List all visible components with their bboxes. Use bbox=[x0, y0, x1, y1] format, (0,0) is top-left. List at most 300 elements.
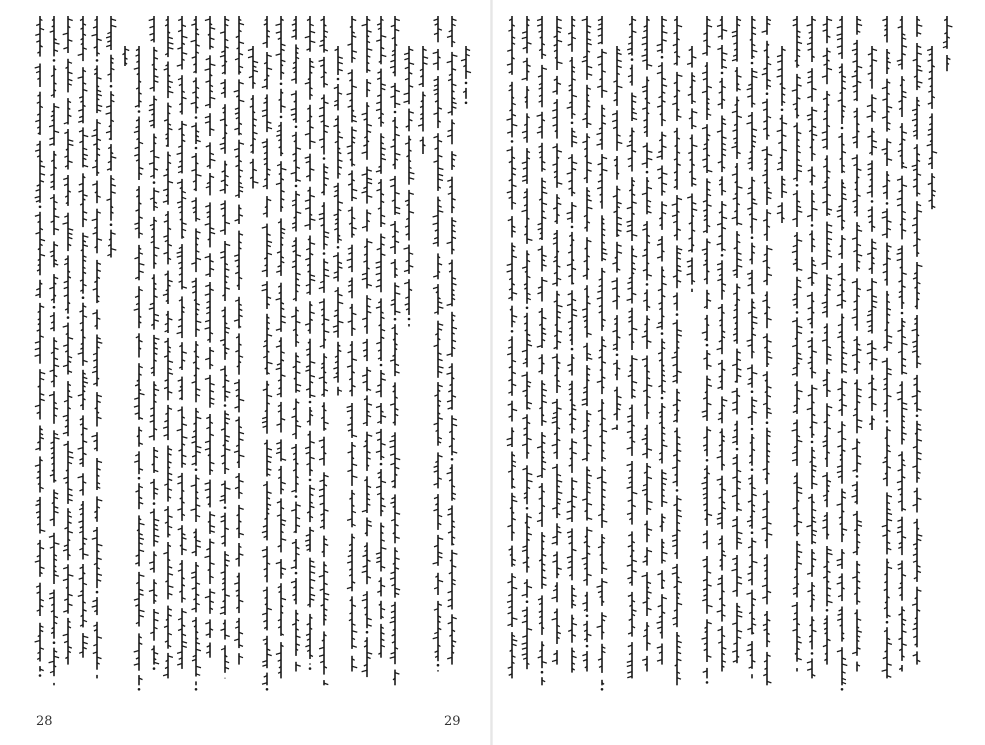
punctuation-mark bbox=[706, 681, 709, 684]
glyph-mark bbox=[432, 223, 437, 225]
punctuation-mark bbox=[323, 157, 326, 160]
left-text-column bbox=[176, 16, 188, 706]
punctuation-mark bbox=[195, 468, 198, 471]
punctuation-mark bbox=[280, 116, 283, 119]
left-text-column bbox=[91, 16, 103, 706]
right-page bbox=[492, 0, 985, 745]
punctuation-mark bbox=[601, 688, 604, 691]
punctuation-mark bbox=[571, 348, 574, 351]
punctuation-mark bbox=[796, 311, 799, 314]
punctuation-mark bbox=[223, 404, 226, 407]
left-text-column bbox=[247, 16, 259, 706]
glyph-mark bbox=[438, 307, 443, 309]
glyph-mark bbox=[191, 40, 196, 42]
right-column-glyphs bbox=[536, 16, 548, 706]
glyph-mark bbox=[139, 610, 145, 612]
glyph-mark bbox=[567, 518, 572, 520]
left-text-column bbox=[361, 16, 373, 706]
right-text-column bbox=[791, 16, 803, 706]
left-column-glyphs bbox=[460, 16, 472, 706]
glyph-mark bbox=[446, 242, 451, 244]
left-text-column bbox=[219, 16, 231, 706]
glyph-mark bbox=[647, 151, 652, 153]
left-text-column bbox=[290, 16, 302, 706]
glyph-mark bbox=[196, 446, 201, 448]
right-column-glyphs bbox=[731, 16, 743, 706]
left-column-glyphs bbox=[91, 16, 103, 706]
punctuation-mark bbox=[436, 664, 439, 667]
glyph-mark bbox=[732, 146, 738, 148]
glyph-mark bbox=[732, 569, 738, 571]
glyph-mark bbox=[239, 455, 244, 457]
right-text-column bbox=[806, 16, 818, 706]
glyph-mark bbox=[77, 476, 82, 478]
right-column-glyphs bbox=[506, 16, 518, 706]
glyph-mark bbox=[527, 239, 532, 241]
left-column-glyphs bbox=[432, 16, 444, 706]
punctuation-mark bbox=[266, 688, 269, 691]
punctuation-mark bbox=[39, 206, 42, 209]
glyph-mark bbox=[54, 438, 60, 440]
left-column-glyphs bbox=[176, 16, 188, 706]
glyph-mark bbox=[537, 115, 542, 117]
punctuation-mark bbox=[394, 111, 397, 114]
punctuation-mark bbox=[465, 102, 468, 105]
glyph-mark bbox=[182, 437, 187, 439]
glyph-mark bbox=[777, 76, 782, 78]
glyph-mark bbox=[225, 449, 230, 451]
punctuation-mark bbox=[294, 126, 297, 129]
glyph-mark bbox=[662, 552, 667, 554]
glyph-mark bbox=[210, 159, 215, 161]
punctuation-mark bbox=[661, 397, 664, 400]
glyph-mark bbox=[452, 553, 457, 555]
glyph-mark bbox=[627, 487, 632, 489]
glyph-mark bbox=[253, 182, 258, 184]
left-column-glyphs bbox=[247, 16, 259, 706]
glyph-mark bbox=[587, 530, 592, 532]
punctuation-mark bbox=[337, 246, 340, 249]
left-text-column bbox=[148, 16, 160, 706]
right-column-glyphs bbox=[596, 16, 608, 706]
glyph-mark bbox=[657, 326, 663, 328]
glyph-mark bbox=[361, 24, 366, 26]
punctuation-mark bbox=[110, 85, 113, 88]
left-text-column bbox=[318, 16, 330, 706]
punctuation-mark bbox=[294, 572, 297, 575]
left-column-glyphs bbox=[204, 16, 216, 706]
glyph-mark bbox=[361, 113, 366, 115]
left-column-glyphs bbox=[417, 16, 429, 706]
glyph-mark bbox=[63, 223, 69, 225]
left-text-column bbox=[204, 16, 216, 706]
punctuation-mark bbox=[308, 401, 311, 404]
right-text-column bbox=[566, 16, 578, 706]
punctuation-mark bbox=[721, 72, 724, 75]
right-column-glyphs bbox=[701, 16, 713, 706]
glyph-mark bbox=[627, 464, 632, 466]
glyph-mark bbox=[395, 311, 400, 313]
glyph-mark bbox=[404, 93, 409, 95]
glyph-mark bbox=[276, 24, 282, 26]
right-text-column bbox=[521, 16, 533, 706]
glyph-mark bbox=[662, 173, 667, 175]
punctuation-mark bbox=[571, 226, 574, 229]
punctuation-mark bbox=[53, 641, 56, 644]
punctuation-mark bbox=[751, 428, 754, 431]
glyph-mark bbox=[527, 480, 533, 482]
glyph-mark bbox=[381, 548, 386, 550]
glyph-mark bbox=[281, 168, 286, 170]
glyph-mark bbox=[602, 253, 607, 255]
left-column-glyphs bbox=[318, 16, 330, 706]
glyph-mark bbox=[432, 562, 437, 564]
glyph-mark bbox=[361, 152, 366, 154]
glyph-mark bbox=[812, 422, 817, 424]
glyph-mark bbox=[446, 354, 451, 356]
left-column-glyphs bbox=[332, 16, 344, 706]
punctuation-mark bbox=[223, 506, 226, 509]
glyph-mark bbox=[205, 69, 210, 71]
glyph-mark bbox=[205, 483, 210, 485]
glyph-mark bbox=[68, 575, 73, 577]
left-column-glyphs bbox=[162, 16, 174, 706]
punctuation-mark bbox=[39, 674, 42, 677]
glyph-mark bbox=[507, 149, 512, 151]
glyph-mark bbox=[390, 440, 396, 442]
glyph-mark bbox=[139, 523, 145, 525]
glyph-mark bbox=[210, 64, 215, 66]
punctuation-mark bbox=[676, 489, 679, 492]
left-text-column bbox=[105, 16, 117, 706]
glyph-mark bbox=[507, 271, 512, 273]
punctuation-mark bbox=[365, 631, 368, 634]
glyph-mark bbox=[225, 488, 231, 490]
glyph-mark bbox=[552, 618, 557, 620]
glyph-mark bbox=[762, 31, 767, 33]
right-text-column bbox=[761, 16, 773, 706]
glyph-mark bbox=[91, 135, 97, 137]
glyph-mark bbox=[762, 528, 767, 530]
left-column-glyphs bbox=[275, 16, 287, 706]
punctuation-mark bbox=[394, 318, 397, 321]
punctuation-mark bbox=[511, 330, 514, 333]
punctuation-mark bbox=[526, 507, 529, 510]
punctuation-mark bbox=[53, 306, 56, 309]
glyph-mark bbox=[812, 208, 818, 210]
glyph-mark bbox=[807, 24, 812, 26]
punctuation-mark bbox=[766, 421, 769, 424]
right-column-glyphs bbox=[611, 16, 623, 706]
glyph-mark bbox=[177, 252, 182, 254]
glyph-mark bbox=[446, 472, 451, 474]
glyph-mark bbox=[557, 62, 563, 64]
left-column-glyphs bbox=[403, 16, 415, 706]
glyph-mark bbox=[747, 340, 752, 342]
glyph-mark bbox=[262, 289, 267, 291]
left-text-column bbox=[332, 16, 344, 706]
punctuation-mark bbox=[294, 495, 297, 498]
glyph-mark bbox=[177, 332, 182, 334]
glyph-mark bbox=[177, 153, 182, 155]
glyph-mark bbox=[77, 448, 82, 450]
punctuation-mark bbox=[751, 468, 754, 471]
punctuation-mark bbox=[138, 110, 141, 113]
left-text-column bbox=[48, 16, 60, 706]
glyph-mark bbox=[54, 543, 59, 545]
punctuation-mark bbox=[616, 354, 619, 357]
glyph-mark bbox=[191, 509, 197, 511]
glyph-mark bbox=[404, 248, 410, 250]
right-text-column bbox=[581, 16, 593, 706]
glyph-mark bbox=[507, 119, 513, 121]
left-column-glyphs bbox=[133, 16, 145, 706]
right-text-column bbox=[641, 16, 653, 706]
glyph-mark bbox=[522, 78, 527, 80]
glyph-mark bbox=[139, 393, 145, 395]
right-text-column bbox=[686, 16, 698, 706]
glyph-mark bbox=[205, 328, 210, 330]
punctuation-mark bbox=[67, 316, 70, 319]
glyph-mark bbox=[390, 446, 395, 448]
glyph-mark bbox=[752, 71, 757, 73]
punctuation-mark bbox=[195, 688, 198, 691]
left-text-column bbox=[304, 16, 316, 706]
glyph-mark bbox=[49, 661, 54, 663]
right-text-column bbox=[626, 16, 638, 706]
glyph-mark bbox=[662, 445, 667, 447]
right-column-glyphs bbox=[656, 16, 668, 706]
punctuation-mark bbox=[195, 116, 198, 119]
left-text-column bbox=[190, 16, 202, 706]
punctuation-mark bbox=[511, 140, 514, 143]
punctuation-mark bbox=[676, 313, 679, 316]
left-text-column bbox=[233, 16, 245, 706]
glyph-mark bbox=[602, 169, 607, 171]
glyph-mark bbox=[807, 525, 813, 527]
left-text-column bbox=[162, 16, 174, 706]
glyph-mark bbox=[68, 144, 73, 146]
glyph-mark bbox=[452, 55, 457, 57]
left-column-glyphs bbox=[34, 16, 46, 706]
glyph-mark bbox=[310, 141, 316, 143]
glyph-mark bbox=[54, 43, 60, 45]
right-column-glyphs bbox=[746, 16, 758, 706]
glyph-mark bbox=[68, 457, 74, 459]
glyph-mark bbox=[111, 25, 116, 27]
left-column-glyphs bbox=[389, 16, 401, 706]
glyph-mark bbox=[737, 532, 742, 534]
glyph-mark bbox=[409, 172, 414, 174]
left-text-column bbox=[432, 16, 444, 706]
punctuation-mark bbox=[781, 109, 784, 112]
glyph-mark bbox=[139, 264, 144, 266]
right-column-glyphs bbox=[761, 16, 773, 706]
glyph-mark bbox=[438, 168, 443, 170]
glyph-mark bbox=[642, 575, 647, 577]
left-column-glyphs bbox=[119, 16, 131, 706]
glyph-mark bbox=[692, 145, 697, 147]
left-text-column bbox=[62, 16, 74, 706]
glyph-mark bbox=[83, 236, 88, 238]
punctuation-mark bbox=[95, 591, 98, 594]
glyph-mark bbox=[752, 76, 757, 78]
glyph-mark bbox=[672, 357, 678, 359]
punctuation-mark bbox=[95, 59, 98, 62]
glyph-mark bbox=[347, 93, 352, 95]
glyph-mark bbox=[106, 113, 111, 115]
left-column-glyphs bbox=[190, 16, 202, 706]
glyph-mark bbox=[542, 280, 547, 282]
right-text-column bbox=[716, 16, 728, 706]
punctuation-mark bbox=[379, 364, 382, 367]
punctuation-mark bbox=[721, 254, 724, 257]
glyph-mark bbox=[587, 207, 592, 209]
right-text-column bbox=[671, 16, 683, 706]
punctuation-mark bbox=[81, 296, 84, 299]
glyph-mark bbox=[304, 225, 310, 227]
punctuation-mark bbox=[811, 652, 814, 655]
left-column-glyphs bbox=[375, 16, 387, 706]
left-column-glyphs bbox=[346, 16, 358, 706]
punctuation-mark bbox=[751, 62, 754, 65]
glyph-mark bbox=[522, 375, 528, 377]
glyph-mark bbox=[812, 388, 817, 390]
right-text-column bbox=[506, 16, 518, 706]
punctuation-mark bbox=[450, 458, 453, 461]
punctuation-mark bbox=[541, 671, 544, 674]
punctuation-mark bbox=[706, 459, 709, 462]
glyph-mark bbox=[597, 133, 603, 135]
glyph-mark bbox=[522, 643, 527, 645]
glyph-mark bbox=[512, 618, 517, 620]
left-column-glyphs bbox=[361, 16, 373, 706]
glyph-mark bbox=[702, 638, 708, 640]
left-column-glyphs bbox=[446, 16, 458, 706]
left-page bbox=[0, 0, 492, 745]
glyph-mark bbox=[319, 60, 324, 62]
glyph-mark bbox=[752, 561, 757, 563]
punctuation-mark bbox=[152, 181, 155, 184]
punctuation-mark bbox=[294, 185, 297, 188]
glyph-mark bbox=[812, 272, 817, 274]
glyph-mark bbox=[432, 216, 437, 218]
glyph-mark bbox=[154, 338, 159, 340]
punctuation-mark bbox=[811, 441, 814, 444]
right-text-column bbox=[731, 16, 743, 706]
glyph-mark bbox=[347, 406, 352, 408]
glyph-mark bbox=[567, 212, 572, 214]
right-text-column bbox=[596, 16, 608, 706]
punctuation-mark bbox=[751, 236, 754, 239]
glyph-mark bbox=[597, 626, 602, 628]
left-text-column bbox=[375, 16, 387, 706]
glyph-mark bbox=[276, 54, 281, 56]
glyph-mark bbox=[446, 304, 451, 306]
punctuation-mark bbox=[138, 688, 141, 691]
punctuation-mark bbox=[152, 502, 155, 505]
right-column-glyphs bbox=[551, 16, 563, 706]
glyph-mark bbox=[361, 670, 366, 672]
glyph-mark bbox=[446, 373, 452, 375]
punctuation-mark bbox=[379, 463, 382, 466]
punctuation-mark bbox=[811, 224, 814, 227]
punctuation-mark bbox=[280, 83, 283, 86]
glyph-mark bbox=[168, 48, 173, 50]
punctuation-mark bbox=[661, 332, 664, 335]
left-text-column bbox=[133, 16, 145, 706]
punctuation-mark bbox=[646, 283, 649, 286]
glyph-mark bbox=[367, 241, 372, 243]
glyph-mark bbox=[522, 210, 528, 212]
glyph-mark bbox=[352, 476, 357, 478]
punctuation-mark bbox=[337, 78, 340, 81]
glyph-mark bbox=[642, 55, 648, 57]
punctuation-mark bbox=[631, 58, 634, 61]
left-column-glyphs bbox=[219, 16, 231, 706]
glyph-mark bbox=[196, 175, 202, 177]
glyph-mark bbox=[612, 281, 618, 283]
glyph-mark bbox=[97, 544, 102, 546]
punctuation-mark bbox=[53, 59, 56, 62]
glyph-mark bbox=[752, 322, 757, 324]
right-column-glyphs bbox=[716, 16, 728, 706]
left-text-column bbox=[119, 16, 131, 706]
left-column-glyphs bbox=[105, 16, 117, 706]
left-text-column bbox=[417, 16, 429, 706]
right-column-glyphs bbox=[641, 16, 653, 706]
glyph-mark bbox=[717, 348, 722, 350]
glyph-mark bbox=[812, 483, 817, 485]
left-text-column bbox=[34, 16, 46, 706]
punctuation-mark bbox=[308, 479, 311, 482]
left-column-glyphs bbox=[304, 16, 316, 706]
punctuation-mark bbox=[766, 92, 769, 95]
glyph-mark bbox=[154, 156, 159, 158]
punctuation-mark bbox=[110, 223, 113, 226]
left-text-column bbox=[275, 16, 287, 706]
glyph-mark bbox=[687, 273, 692, 275]
right-column-glyphs bbox=[626, 16, 638, 706]
glyph-mark bbox=[677, 75, 682, 77]
glyph-mark bbox=[77, 77, 82, 79]
punctuation-mark bbox=[138, 477, 141, 480]
glyph-mark bbox=[276, 298, 281, 300]
glyph-mark bbox=[267, 362, 273, 364]
right-column-glyphs bbox=[806, 16, 818, 706]
left-text-column bbox=[389, 16, 401, 706]
punctuation-mark bbox=[526, 307, 529, 310]
punctuation-mark bbox=[661, 56, 664, 59]
left-text-column bbox=[77, 16, 89, 706]
right-column-glyphs bbox=[686, 16, 698, 706]
glyph-mark bbox=[617, 86, 622, 88]
glyph-mark bbox=[747, 122, 753, 124]
glyph-mark bbox=[507, 438, 512, 440]
punctuation-mark bbox=[736, 448, 739, 451]
glyph-mark bbox=[139, 575, 144, 577]
glyph-mark bbox=[35, 641, 40, 643]
right-column-glyphs bbox=[791, 16, 803, 706]
glyph-mark bbox=[747, 593, 753, 595]
glyph-mark bbox=[597, 144, 603, 146]
left-column-glyphs bbox=[233, 16, 245, 706]
punctuation-mark bbox=[526, 600, 529, 603]
right-text-column bbox=[536, 16, 548, 706]
punctuation-mark bbox=[571, 122, 574, 125]
left-column-glyphs bbox=[148, 16, 160, 706]
glyph-mark bbox=[168, 586, 173, 588]
